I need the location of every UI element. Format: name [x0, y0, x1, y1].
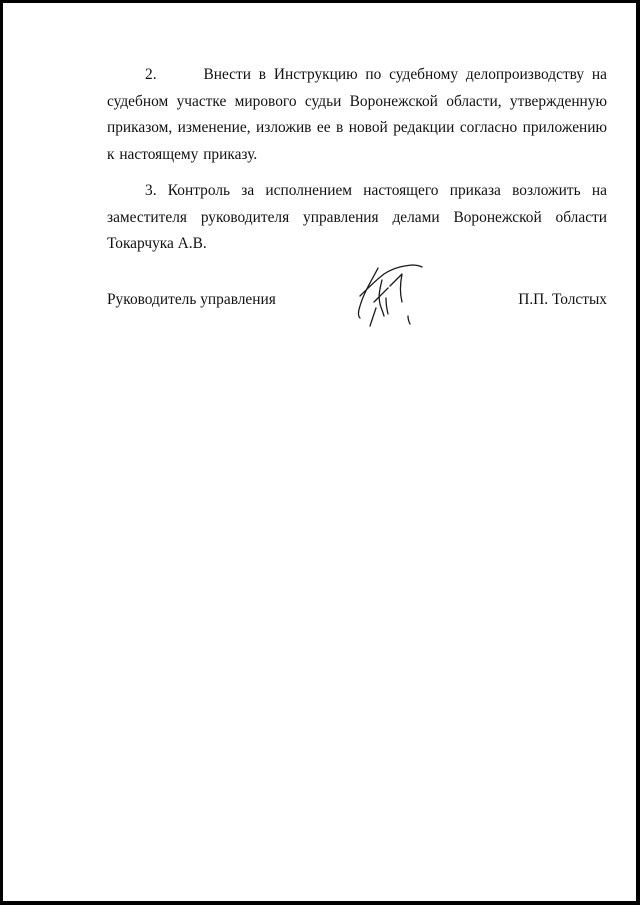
scan-border-left — [0, 0, 3, 905]
paragraph-2 — [107, 62, 607, 168]
paragraph-text: Внести в Инструкцию по судебному делопроизводству на судебном участке мирового судьи Воронежской области, утвержденную приказом, изменение, изложив ее в новой редакции согласно приложению к настоящему приказу. — [107, 66, 607, 163]
paragraph-number: 2. — [145, 66, 157, 83]
scan-border-bottom — [0, 901, 640, 905]
paragraph-number: 3. — [145, 182, 157, 199]
paragraph-text: Контроль за исполнением настоящего приказа возложить на заместителя руководителя управления делами Воронежской области Токарчука А.В. — [107, 182, 607, 252]
signer-name: П.П. Толстых — [518, 291, 607, 308]
scan-border-top — [0, 0, 640, 3]
paragraph-3 — [107, 178, 607, 258]
handwritten-signature-icon — [350, 258, 430, 328]
document-body — [107, 62, 607, 268]
signer-position: Руководитель управления — [107, 291, 276, 308]
scan-border-right — [636, 0, 640, 905]
